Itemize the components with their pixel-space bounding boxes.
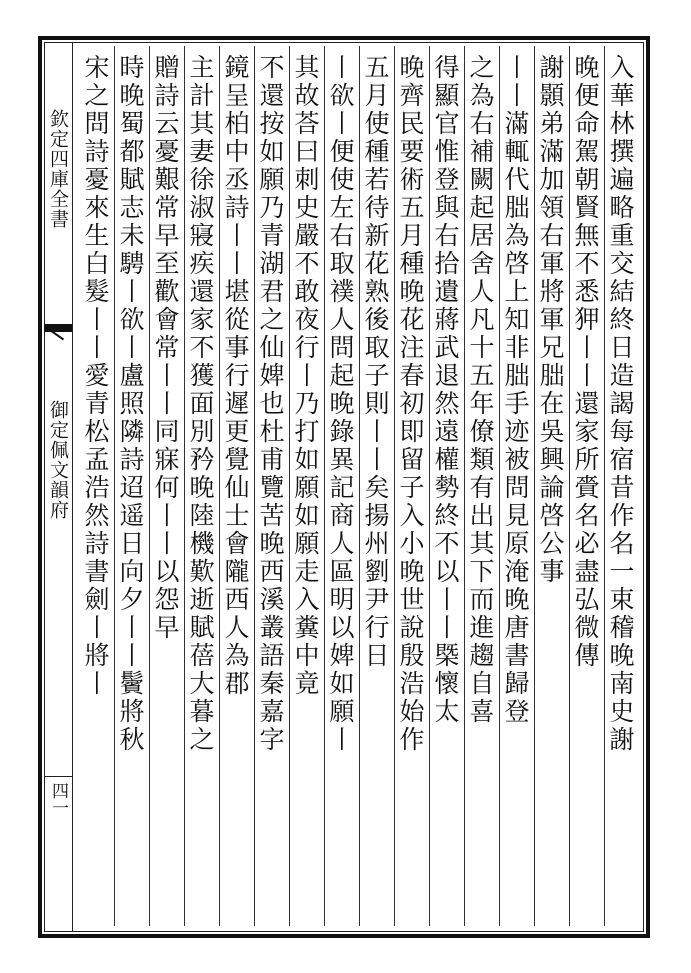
collection-title: 欽定四庫全書 xyxy=(47,109,69,229)
page-number: 四一 xyxy=(48,782,68,816)
text-column: 其故荅曰刺史嚴不敢夜行丨乃打如願如願走入糞中竟 xyxy=(291,54,320,698)
text-column: 不還按如願乃青湖君之仙婢也杜甫覽苦晚西溪叢語秦嘉字 xyxy=(256,54,285,754)
text-column: 主計其妻徐淑寢疾還家不獲面別矜晚陸機歎逝賦蓓大暮之 xyxy=(186,54,215,754)
text-column: 鏡呈柏中丞詩丨丨堪從事行遲更覺仙士會隴西人為郡 xyxy=(221,54,250,698)
text-column: 丨欲丨便使左右取襆人問起晚錄異記商人區明以婢如願丨 xyxy=(326,54,355,754)
text-column: 入華林撰遍略重交結終日造謁每宿昔作名一束稽晚南史謝 xyxy=(606,54,635,754)
fishtail-mark xyxy=(44,324,72,332)
text-column: 丨丨滿輒代朏為啓上知非朏手迹被問見原淹晚唐書歸登 xyxy=(501,54,530,726)
page-number-rule xyxy=(44,776,72,777)
page-margin xyxy=(44,42,73,932)
book-title: 御定佩文韻府 xyxy=(47,400,69,520)
text-column: 得顯官惟登與右拾遺蔣武退然遠權勢終不以丨丨槩懷太 xyxy=(431,54,460,726)
text-column: 之為右補闕起居舍人凡十五年僚類有出其下而進趨自喜 xyxy=(466,54,495,726)
text-column: 五月使種若待新花熟後取子則丨丨矣揚州劉尹行日 xyxy=(361,54,390,670)
text-column: 謝顥弟滿加領右軍將軍兄朏在吳興論啓公事 xyxy=(536,54,565,586)
text-column: 贈詩云憂艱常早至歡會常丨丨同寐何丨丨以怨早 xyxy=(151,54,180,642)
text-column: 宋之問詩憂來生白髮丨丨愛青松孟浩然詩書劍丨將丨 xyxy=(81,54,110,698)
text-column: 時晚蜀都賦志未騁丨欲丨盧照隣詩迢遥日向夕丨丨鬢將秋 xyxy=(116,54,145,754)
text-column: 晚齊民要術五月種晚花注春初即留子入小晚世說殷浩始作 xyxy=(396,54,425,754)
text-column: 晚便命駕朝賢無不悉狎丨丨還家所賫名必盡弘微傳 xyxy=(571,54,600,670)
text-body xyxy=(74,46,640,926)
